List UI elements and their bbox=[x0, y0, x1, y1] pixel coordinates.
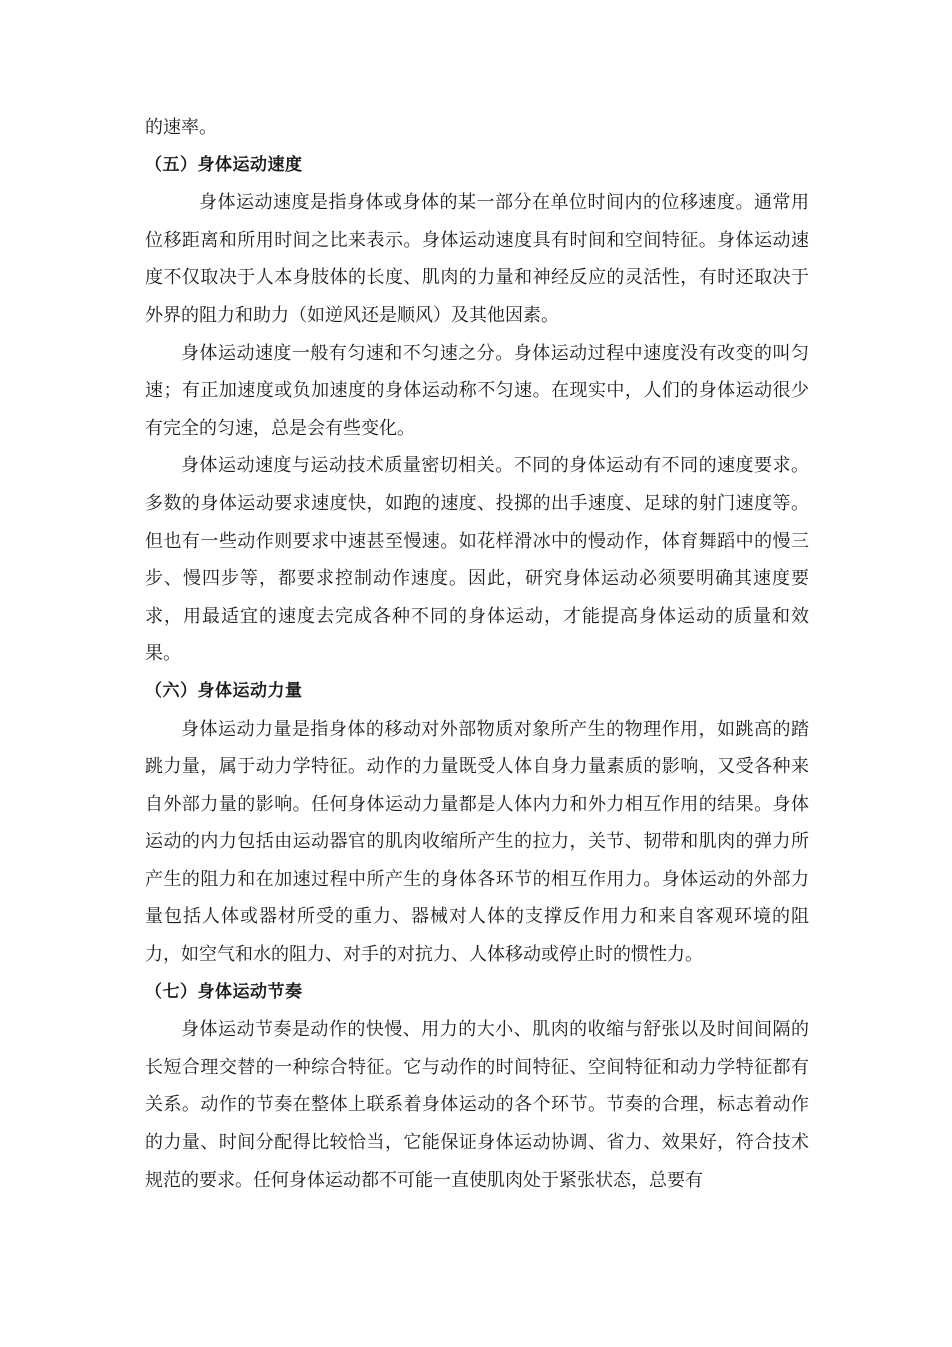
paragraph: 身体运动力量是指身体的移动对外部物质对象所产生的物理作用，如跳高的踏跳力量，属于动力学特征。动作的力量既受人体自身力量素质的影响，又受各种来自外部力量的影响。任何身体运动力量都是人体内力和外力相互作用的结果。身体运动的内力包括由运动器官的肌肉收缩所产生的拉力，关节、韧带和肌肉的弹力所产生的阻力和在加速过程中所产生的身体各环节的相互作用力。身体运动的外部力量包括人体或器材所受的重力、器械对人体的支撑反作用力和来自客观环境的阻力，如空气和水的阻力、对手的对抗力、人体移动或停止时的惯性力。 bbox=[145, 718, 809, 966]
paragraph: 身体运动速度是指身体或身体的某一部分在单位时间内的位移速度。通常用位移距离和所用时间之比来表示。身体运动速度具有时间和空间特征。身体运动速度不仅取决于人本身肢体的长度、肌肉的力量和神经反应的灵活性，有时还取决于外界的阻力和助力（如逆风还是顺风）及其他因素。 bbox=[145, 192, 809, 326]
paragraph: 身体运动速度与运动技术质量密切相关。不同的身体运动有不同的速度要求。多数的身体运动要求速度快，如跑的速度、投掷的出手速度、足球的射门速度等。但也有一些动作则要求中速甚至慢速。如花样滑冰中的慢动作，体育舞蹈中的慢三步、慢四步等，都要求控制动作速度。因此，研究身体运动必须要明确其速度要求，用最适宜的速度去完成各种不同的身体运动，才能提高身体运动的质量和效果。 bbox=[145, 455, 809, 665]
paragraph: 身体运动速度一般有匀速和不匀速之分。身体运动过程中速度没有改变的叫匀速；有正加速度或负加速度的身体运动称不匀速。在现实中，人们的身体运动很少有完全的匀速，总是会有些变化。 bbox=[145, 342, 809, 439]
section-heading-speed: （五）身体运动速度 bbox=[145, 154, 303, 175]
section-heading-force: （六）身体运动力量 bbox=[145, 680, 303, 701]
section-heading-rhythm: （七）身体运动节奏 bbox=[145, 981, 303, 1002]
lead-fragment: 的速率。 bbox=[145, 117, 217, 138]
document-page bbox=[145, 109, 809, 1199]
paragraph: 身体运动节奏是动作的快慢、用力的大小、肌肉的收缩与舒张以及时间间隔的长短合理交替的一种综合特征。它与动作的时间特征、空间特征和动力学特征都有关系。动作的节奏在整体上联系着身体运动的各个环节。节奏的合理，标志着动作的力量、时间分配得比较恰当，它能保证身体运动协调、省力、效果好，符合技术规范的要求。任何身体运动都不可能一直使肌肉处于紧张状态，总要有 bbox=[145, 1019, 809, 1191]
